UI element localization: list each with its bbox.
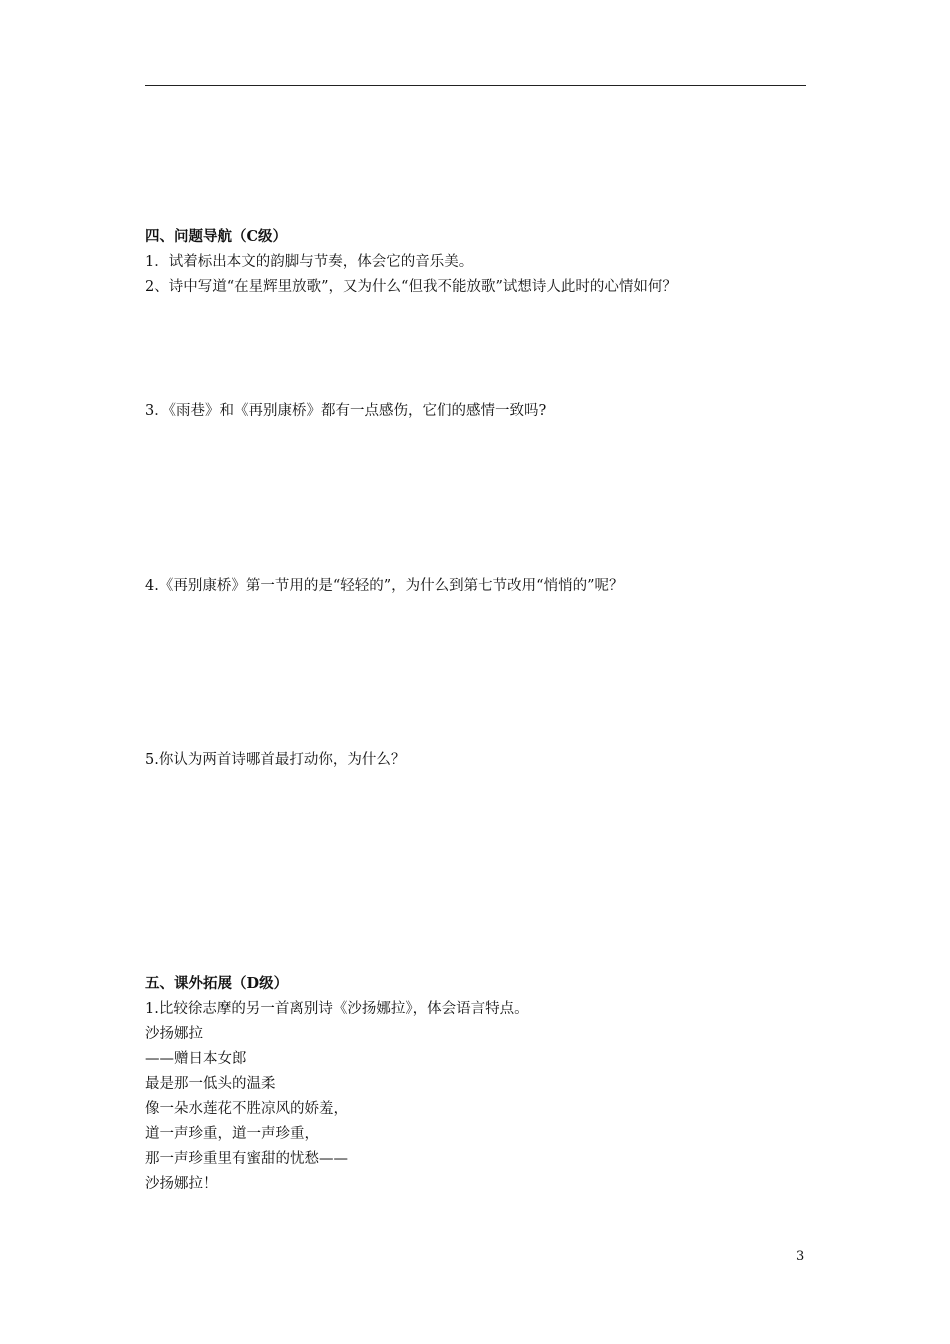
question-1: 1．试着标出本文的韵脚与节奏，体会它的音乐美。 (145, 254, 474, 270)
header-rule (145, 85, 806, 86)
poem-line-3: 道一声珍重，道一声珍重， (145, 1126, 319, 1142)
poem-line-1: 最是那一低头的温柔 (145, 1076, 276, 1092)
section-4-heading: 四、问题导航（C级） (145, 228, 288, 245)
question-2: 2、诗中写道“在星辉里放歌”，又为什么“但我不能放歌”试想诗人此时的心情如何？ (145, 279, 677, 295)
page-number: 3 (796, 1249, 805, 1264)
question-3: 3．《雨巷》和《再别康桥》都有一点感伤，它们的感情一致吗? (145, 403, 547, 419)
poem-dedication: ——赠日本女郎 (145, 1051, 247, 1067)
question-5: 5.你认为两首诗哪首最打动你，为什么？ (145, 752, 406, 768)
poem-title: 沙扬娜拉 (145, 1026, 203, 1042)
section-5-heading: 五、课外拓展（D级） (145, 975, 289, 992)
question-4: 4.《再别康桥》第一节用的是“轻轻的”，为什么到第七节改用“悄悄的”呢？ (145, 578, 624, 594)
poem-line-4: 那一声珍重里有蜜甜的忧愁—— (145, 1151, 348, 1167)
poem-line-2: 像一朵水莲花不胜凉风的娇羞， (145, 1101, 348, 1117)
poem-line-5: 沙扬娜拉！ (145, 1176, 218, 1192)
extension-question-1: 1.比较徐志摩的另一首离别诗《沙扬娜拉》，体会语言特点。 (145, 1001, 529, 1017)
